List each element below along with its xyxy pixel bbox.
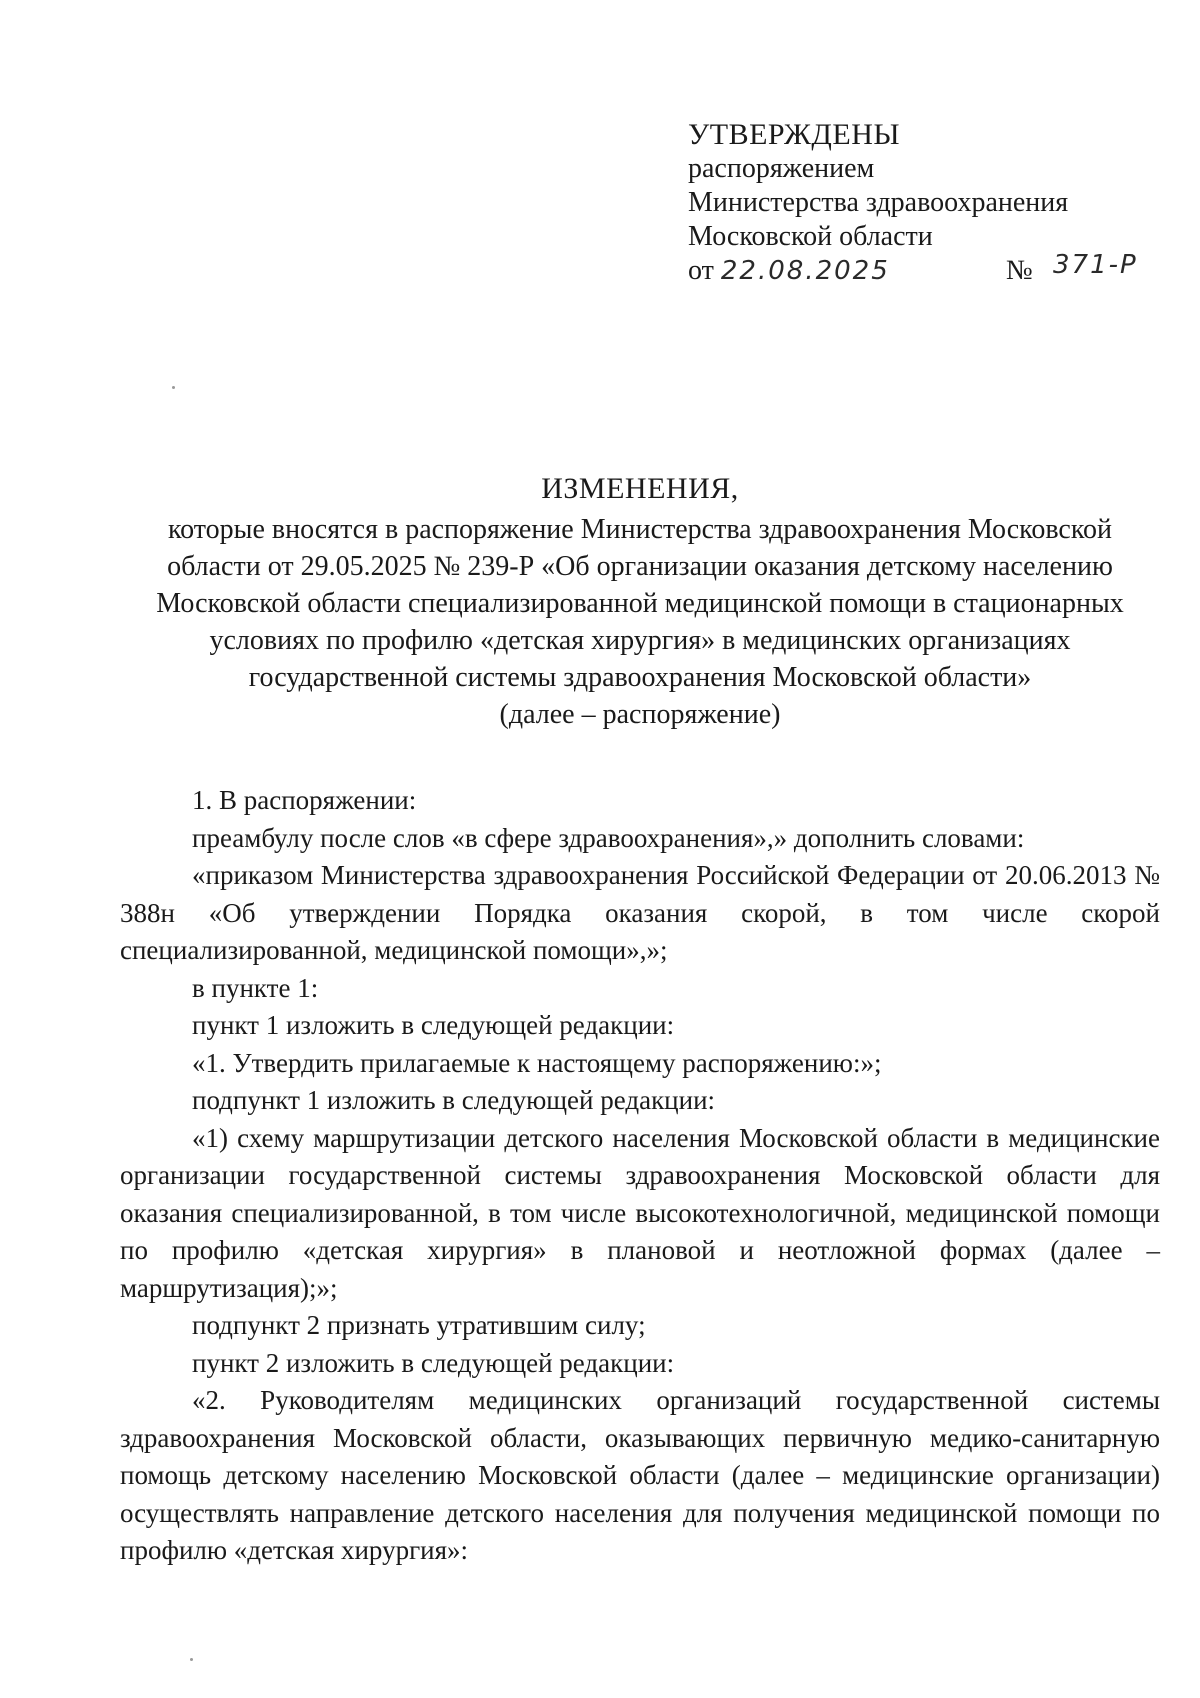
- body-paragraph: «1) схему маршрутизации детского населения Московской области в медицинские организации государственной системы здравоохранения Московской области для оказания специализированной, в том числе высокотехнологичной, медицинской помощи по профилю «детская хирургия» в плановой и неотложной формах (далее – маршрутизация);»;: [120, 1122, 1160, 1303]
- approval-block: [688, 118, 1158, 292]
- body-paragraph: подпункт 1 изложить в следующей редакции:: [192, 1085, 716, 1115]
- date-prefix: от: [688, 255, 714, 286]
- heading-line: государственной системы здравоохранения Московской области»: [248, 662, 1032, 693]
- body-paragraph: пункт 2 изложить в следующей редакции:: [192, 1347, 675, 1378]
- handwritten-date: 22.08.2025: [720, 256, 890, 286]
- approval-title: УТВЕРЖДЕНЫ: [688, 118, 901, 151]
- document-body: [120, 782, 1160, 1570]
- heading-line: области от 29.05.2025 № 239-Р «Об организации оказания детскому населению: [167, 551, 1113, 582]
- approval-line-3: Московской области: [688, 221, 933, 252]
- approval-line-1: распоряжением: [688, 153, 875, 184]
- scan-speck: [190, 1658, 193, 1661]
- handwritten-number: 371-Р: [1053, 250, 1138, 280]
- body-paragraph: 1. В распоряжении:: [192, 785, 417, 815]
- heading-line: которые вносятся в распоряжение Министерства здравоохранения Московской: [167, 514, 1113, 545]
- body-paragraph: подпункт 2 признать утратившим силу;: [192, 1310, 646, 1340]
- body-paragraph: в пункте 1:: [192, 972, 319, 1003]
- body-paragraph: пункт 1 изложить в следующей редакции:: [192, 1010, 675, 1040]
- approval-line-2: Министерства здравоохранения: [688, 187, 1069, 218]
- heading-line: (далее – распоряжение): [499, 699, 781, 730]
- scan-speck: [172, 386, 175, 389]
- heading-title: ИЗМЕНЕНИЯ,: [541, 472, 739, 505]
- body-paragraph: «приказом Министерства здравоохранения Российской Федерации от 20.06.2013 № 388н «Об утверждении Порядка оказания скорой, в том числе скорой специализированной, медицинской помощи»,»;: [120, 860, 1160, 965]
- number-label: №: [1006, 255, 1033, 286]
- document-heading: [120, 470, 1160, 733]
- body-paragraph: преамбулу после слов «в сфере здравоохранения»,» дополнить словами:: [192, 822, 1025, 853]
- body-paragraph: «1. Утвердить прилагаемые к настоящему распоряжению:»;: [192, 1047, 882, 1078]
- heading-line: условиях по профилю «детская хирургия» в медицинских организациях: [209, 625, 1071, 656]
- heading-line: Московской области специализированной медицинской помощи в стационарных: [156, 588, 1124, 619]
- approval-date-line: [688, 250, 1158, 292]
- body-paragraph: «2. Руководителям медицинских организаций государственной системы здравоохранения Московской области, оказывающих первичную медико-санитарную помощь детскому населению Московской области (далее – медицинские организации) осуществлять направление детского населения для получения медицинской помощи по профилю «детская хирургия»:: [120, 1385, 1160, 1565]
